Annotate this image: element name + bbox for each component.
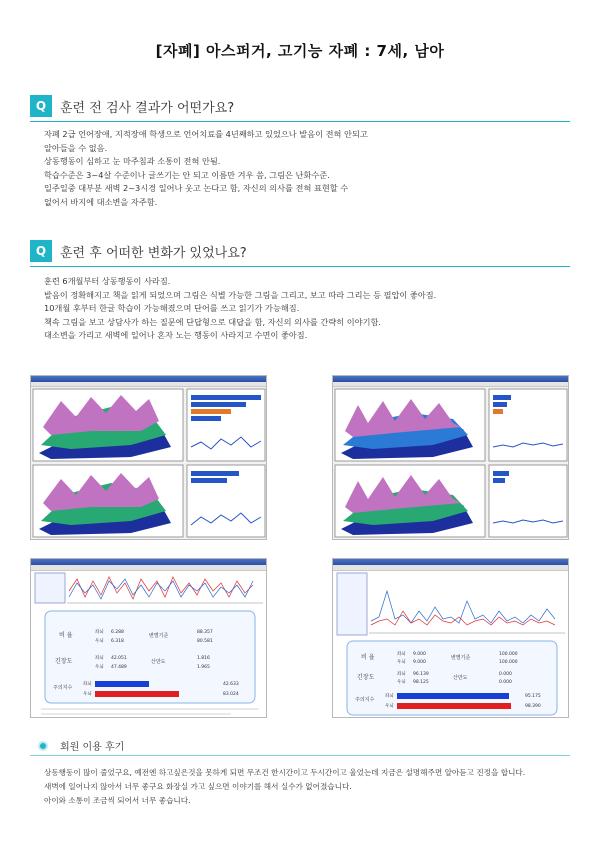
text-line: 학습수준은 3~4살 수준이나 글쓰기는 안 되고 이름만 겨우 씀, 그림은 난화수준.: [44, 169, 330, 180]
eeg-3d-graph: [333, 387, 569, 539]
after-training-text: [44, 275, 544, 343]
divider: [30, 266, 570, 267]
eeg-report: [31, 571, 267, 718]
svg-text:6.288: 6.288: [111, 630, 124, 635]
text-line: 없어서 바지에 대소변을 자주함.: [44, 196, 158, 207]
svg-text:좌뇌: 좌뇌: [397, 672, 406, 677]
svg-text:우뇌: 우뇌: [397, 660, 406, 665]
q-badge: Q: [30, 95, 52, 117]
svg-text:83.024: 83.024: [223, 692, 239, 697]
bullet-icon: [38, 741, 48, 751]
text-line: 상동행동이 많이 줄었구요, 예전엔 하고싶은것을 못하게 되면 무조건 한시간이고 두시간이고 울었는데 지금은 설명해주면 알아듣고 진정을 합니다.: [44, 768, 526, 777]
text-line: 훈련 6개월부터 상동행동이 사라짐.: [44, 276, 171, 286]
svg-text:1.965: 1.965: [197, 665, 210, 670]
text-line: 아이와 소통이 조금씩 되어서 너무 좋습니다.: [44, 796, 191, 805]
svg-text:9.000: 9.000: [413, 660, 426, 665]
svg-text:42.633: 42.633: [223, 682, 239, 687]
question-header-after: [30, 240, 570, 262]
svg-text:95.175: 95.175: [525, 694, 541, 699]
ratio-label: 비 율: [361, 654, 375, 661]
text-line: 대소변을 가리고 새벽에 일어나 혼자 노는 행동이 사라지고 수면이 좋아짐.: [44, 330, 308, 340]
svg-text:1.816: 1.816: [197, 656, 210, 661]
ratio-label: 비 율: [59, 632, 73, 639]
review-heading: 회원 이용 후기: [60, 742, 125, 753]
svg-text:변별기준: 변별기준: [451, 655, 471, 661]
text-line: 10개월 후부터 한글 학습이 가능해졌으며 단어를 쓰고 읽기가 가능해짐.: [44, 303, 300, 313]
svg-text:우뇌: 우뇌: [397, 680, 406, 685]
svg-text:산만도: 산만도: [151, 659, 166, 665]
text-line: 책속 그림을 보고 상담사가 하는 질문에 단답형으로 대답을 함, 자신의 의사를 간략히 이야기함.: [44, 316, 381, 327]
svg-text:우뇌: 우뇌: [95, 665, 104, 670]
text-line: 상동행동이 심하고 눈 마주침과 소통이 전혀 안됨.: [44, 156, 221, 166]
svg-text:우뇌: 우뇌: [83, 692, 92, 697]
svg-text:산만도: 산만도: [453, 675, 468, 681]
svg-text:98.390: 98.390: [525, 704, 541, 709]
attention-bar-right: [95, 691, 179, 697]
svg-text:96.139: 96.139: [413, 672, 429, 677]
question-header-before: [30, 95, 570, 117]
svg-text:80.581: 80.581: [197, 639, 213, 644]
q-badge: Q: [30, 240, 52, 262]
eeg-3d-graph: [31, 387, 267, 539]
svg-text:6.318: 6.318: [111, 639, 124, 644]
tension-label: 긴장도: [55, 658, 73, 665]
svg-text:88.357: 88.357: [197, 630, 213, 635]
svg-text:47.489: 47.489: [111, 665, 127, 670]
divider: [30, 755, 570, 756]
review-text: [44, 766, 574, 808]
attention-bar-left: [397, 693, 509, 699]
eeg-report-screenshot-before: [30, 558, 267, 718]
svg-text:42.051: 42.051: [111, 656, 127, 661]
question-text: 훈련 전 검사 결과가 어떤가요?: [60, 101, 235, 116]
svg-text:좌뇌: 좌뇌: [95, 656, 104, 661]
attention-bar-left: [95, 681, 149, 687]
page-title: [자폐] 아스퍼거, 고기능 자폐 : 7세, 남아: [155, 42, 445, 60]
eeg-3d-screenshot-before: [30, 375, 267, 540]
before-training-text: [44, 128, 544, 209]
eeg-report-screenshot-after: [332, 558, 569, 718]
attention-label: 주의지수: [355, 697, 375, 703]
text-line: 자폐 2급 언어장애, 지적장애 학생으로 언어치료를 4년째하고 있었으나 발음이 전혀 안되고: [44, 129, 368, 139]
question-text: 훈련 후 어떠한 변화가 있었나요?: [60, 246, 247, 261]
svg-text:좌뇌: 좌뇌: [385, 694, 394, 699]
svg-text:우뇌: 우뇌: [385, 704, 394, 709]
text-line: 새벽에 일어나지 않아서 너무 좋구요 화장실 가고 싶으면 이야기를 해서 실수가 없어졌습니다.: [44, 782, 352, 791]
eeg-report: [333, 571, 569, 718]
svg-text:우뇌: 우뇌: [95, 639, 104, 644]
svg-text:좌뇌: 좌뇌: [83, 682, 92, 687]
eeg-3d-screenshot-after: [332, 375, 569, 540]
attention-label: 주의지수: [53, 685, 73, 691]
svg-text:100.000: 100.000: [499, 660, 518, 665]
text-line: 발음이 정확해지고 책을 읽게 되었으며 그림은 식별 가능한 그림을 그리고, 보고 따라 그리는 등 필압이 좋아짐.: [44, 289, 437, 300]
text-line: 알아들을 수 없음.: [44, 142, 108, 153]
text-line: 일주일중 대부분 새벽 2~3시경 일어나 웃고 논다고 함, 자신의 의사를 전혀 표현할 수: [44, 183, 349, 193]
svg-text:변별기준: 변별기준: [149, 633, 169, 639]
attention-bar-right: [397, 703, 511, 709]
svg-text:좌뇌: 좌뇌: [95, 630, 104, 635]
svg-text:100.000: 100.000: [499, 652, 518, 657]
svg-text:9.000: 9.000: [413, 652, 426, 657]
svg-text:98.125: 98.125: [413, 680, 429, 685]
svg-text:0.000: 0.000: [499, 672, 512, 677]
tension-label: 긴장도: [357, 674, 375, 681]
divider: [30, 121, 570, 122]
svg-text:0.000: 0.000: [499, 680, 512, 685]
svg-text:좌뇌: 좌뇌: [397, 652, 406, 657]
review-header: [30, 736, 570, 756]
